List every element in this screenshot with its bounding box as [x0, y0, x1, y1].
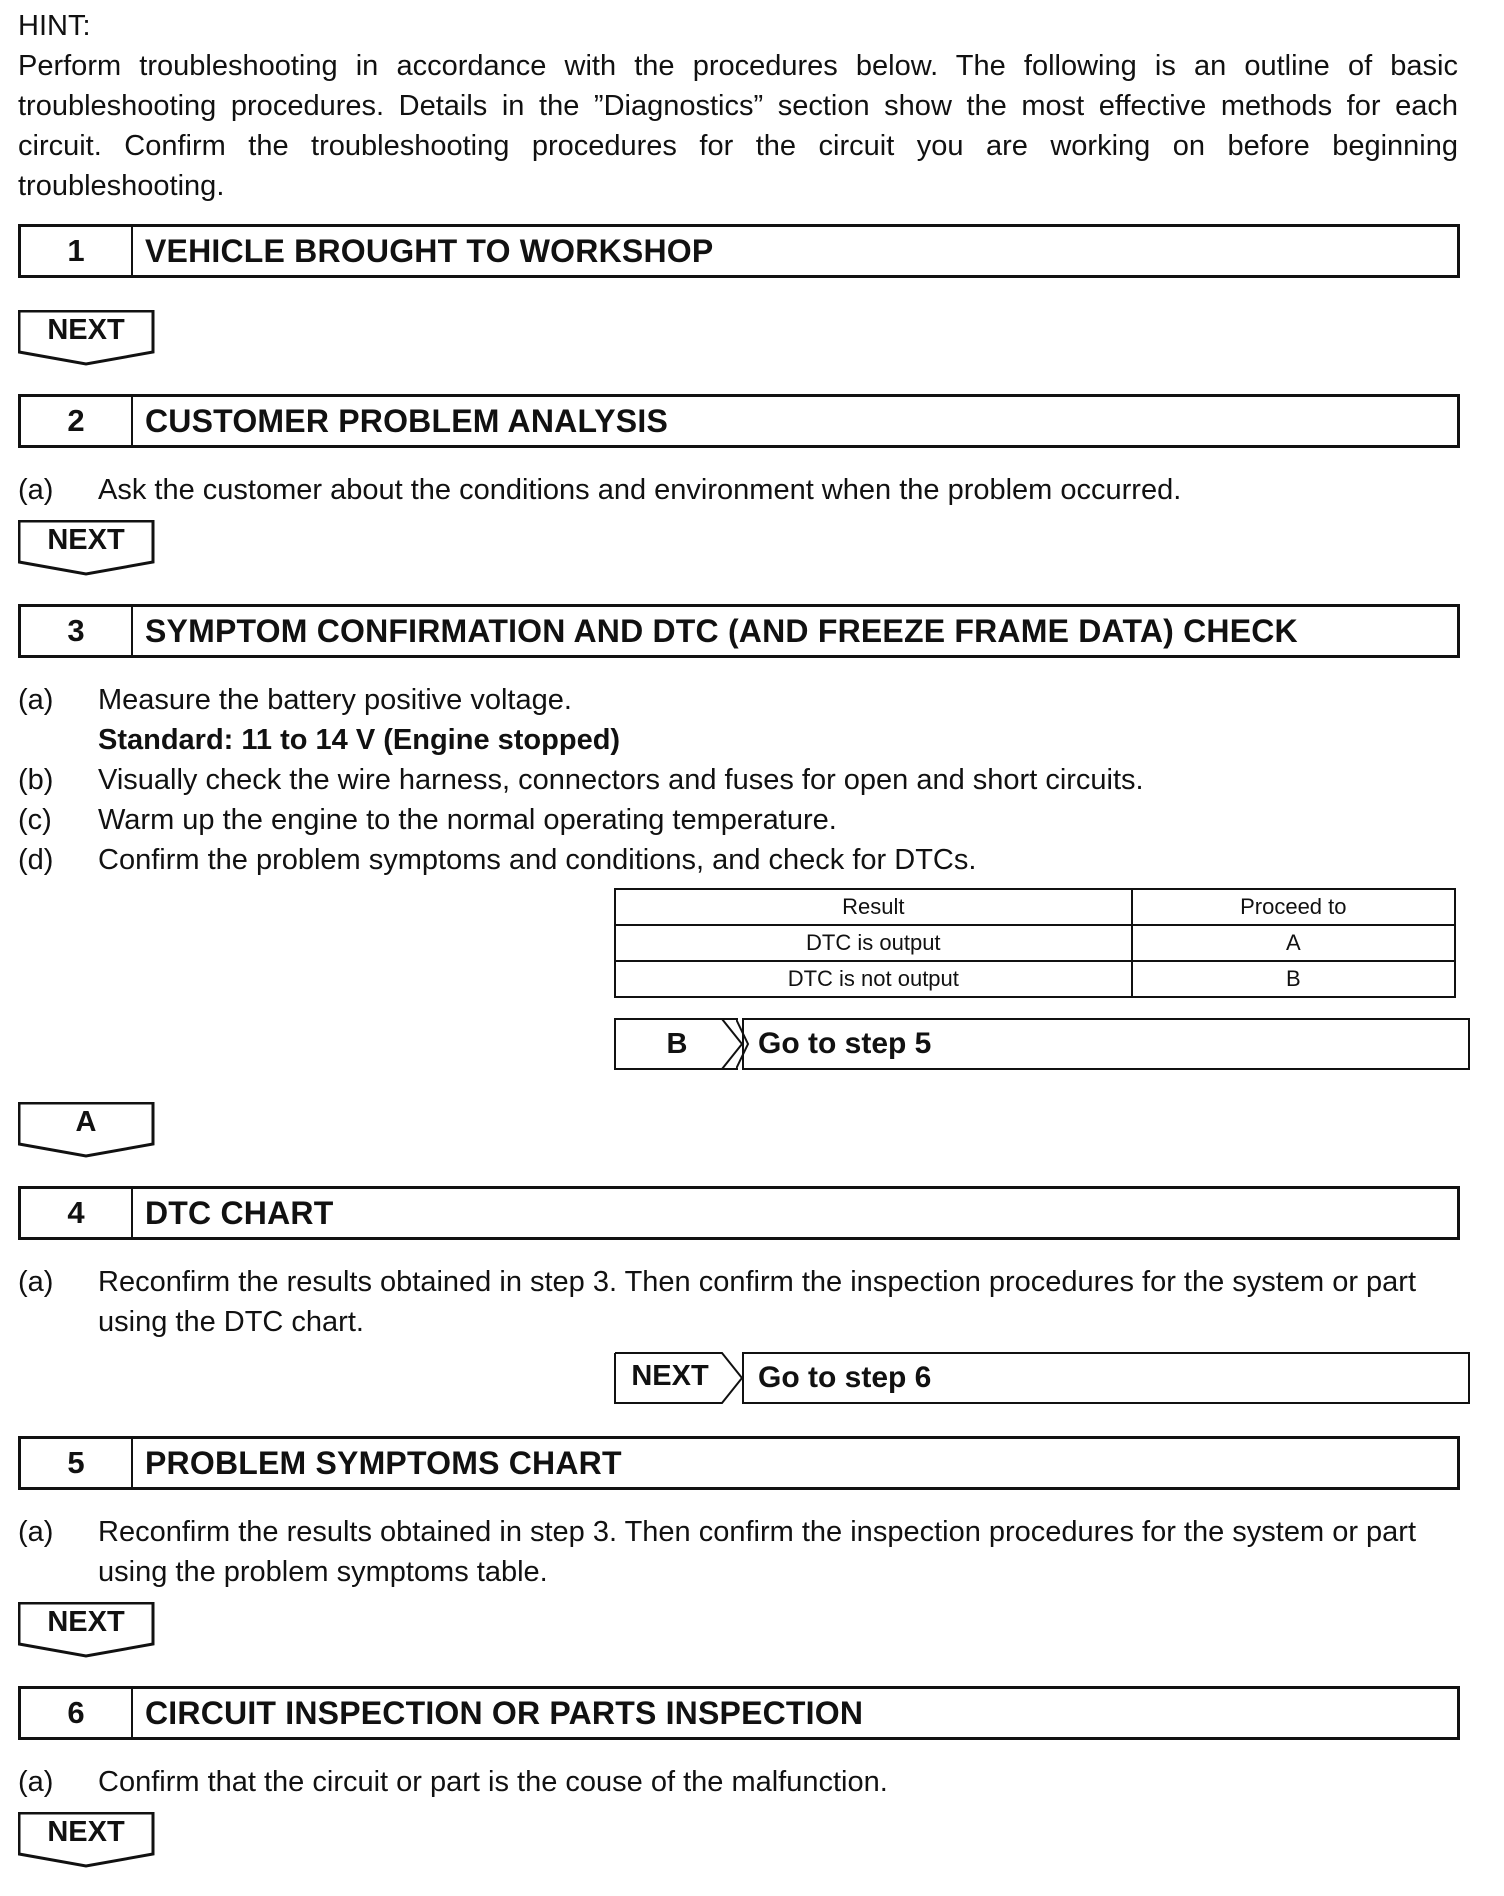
goto-target: Go to step 6	[742, 1352, 1470, 1404]
step-number: 1	[21, 227, 133, 275]
step-title: DTC CHART	[145, 1194, 334, 1231]
item-text: Reconfirm the results obtained in step 3. Then confirm the inspection procedures for the system or part using the DTC chart.	[98, 1266, 1417, 1338]
step-title: CIRCUIT INSPECTION OR PARTS INSPECTION	[145, 1694, 864, 1731]
step-3-item-a	[18, 680, 1458, 720]
step-3-header	[18, 604, 1460, 658]
step-3-item-c	[18, 800, 1458, 840]
hint-label: HINT:	[18, 10, 91, 42]
item-label: (d)	[18, 844, 54, 876]
step-2-header	[18, 394, 1460, 448]
goto-branch-label: B	[614, 1018, 738, 1070]
item-label: (a)	[18, 1266, 54, 1298]
step-title: SYMPTOM CONFIRMATION AND DTC (AND FREEZE FRAME DATA) CHECK	[145, 612, 1298, 649]
next-label: NEXT	[47, 314, 125, 346]
item-text: Warm up the engine to the normal operating temperature.	[98, 804, 837, 836]
next-flag-5	[18, 1602, 156, 1658]
goto-step-5-box	[614, 1018, 1456, 1070]
next-label: NEXT	[47, 1816, 125, 1848]
table-header: Result	[615, 889, 1132, 925]
table-row	[615, 925, 1455, 961]
step-number: 3	[21, 607, 133, 655]
step-6-item-a	[18, 1762, 1458, 1802]
goto-target: Go to step 5	[742, 1018, 1470, 1070]
item-text: Measure the battery positive voltage.	[98, 684, 572, 716]
item-label: (b)	[18, 764, 54, 796]
step-number: 4	[21, 1189, 133, 1237]
item-label: (a)	[18, 684, 54, 716]
item-text: Visually check the wire harness, connectors and fuses for open and short circuits.	[98, 764, 1144, 796]
item-text: Ask the customer about the conditions and environment when the problem occurred.	[98, 474, 1182, 506]
a-flag	[18, 1102, 156, 1158]
standard-value: Standard: 11 to 14 V (Engine stopped)	[98, 724, 621, 756]
table-cell: B	[1132, 961, 1455, 997]
step-title: CUSTOMER PROBLEM ANALYSIS	[145, 402, 668, 439]
goto-frame-shape	[614, 1018, 754, 1070]
step-6-header	[18, 1686, 1460, 1740]
table-row	[615, 961, 1455, 997]
step-5-item-a	[18, 1512, 1458, 1592]
step-5-header	[18, 1436, 1460, 1490]
step-title: PROBLEM SYMPTOMS CHART	[145, 1444, 622, 1481]
item-label: (a)	[18, 1516, 54, 1548]
step-number: 6	[21, 1689, 133, 1737]
result-table	[614, 888, 1456, 998]
next-flag-1	[18, 310, 156, 366]
step-number: 2	[21, 397, 133, 445]
step-3-item-b	[18, 760, 1458, 800]
next-flag-2	[18, 520, 156, 576]
item-label: (a)	[18, 474, 54, 506]
table-cell: DTC is output	[615, 925, 1132, 961]
table-header: Proceed to	[1132, 889, 1455, 925]
table-header-row	[615, 889, 1455, 925]
goto-step-6-box	[614, 1352, 1456, 1404]
item-text: Reconfirm the results obtained in step 3. Then confirm the inspection procedures for the system or part using the problem symptoms table.	[98, 1516, 1417, 1588]
goto-next-label: NEXT	[631, 1360, 709, 1392]
step-title: VEHICLE BROUGHT TO WORKSHOP	[145, 232, 714, 269]
a-flag-label: A	[75, 1106, 97, 1138]
item-label: (a)	[18, 1766, 54, 1798]
table-cell: A	[1132, 925, 1455, 961]
intro-paragraph: Perform troubleshooting in accordance with the procedures below. The following is an outline of basic troubleshooting procedures. Details in the ”Diagnostics” section show the most effective methods for each circuit. Confirm the troubleshooting procedures for the circuit you are working on before beginning troubleshooting.	[18, 50, 1458, 202]
table-cell: DTC is not output	[615, 961, 1132, 997]
step-1-header	[18, 224, 1460, 278]
next-label: NEXT	[47, 1606, 125, 1638]
next-flag-6	[18, 1812, 156, 1868]
next-label: NEXT	[47, 524, 125, 556]
step-number: 5	[21, 1439, 133, 1487]
step-4-item-a	[18, 1262, 1458, 1342]
item-text: Confirm the problem symptoms and conditions, and check for DTCs.	[98, 844, 977, 876]
step-4-header	[18, 1186, 1460, 1240]
item-text: Confirm that the circuit or part is the couse of the malfunction.	[98, 1766, 888, 1798]
step-3-item-d	[18, 840, 1458, 880]
item-label: (c)	[18, 804, 52, 836]
step-2-item-a	[18, 470, 1458, 510]
